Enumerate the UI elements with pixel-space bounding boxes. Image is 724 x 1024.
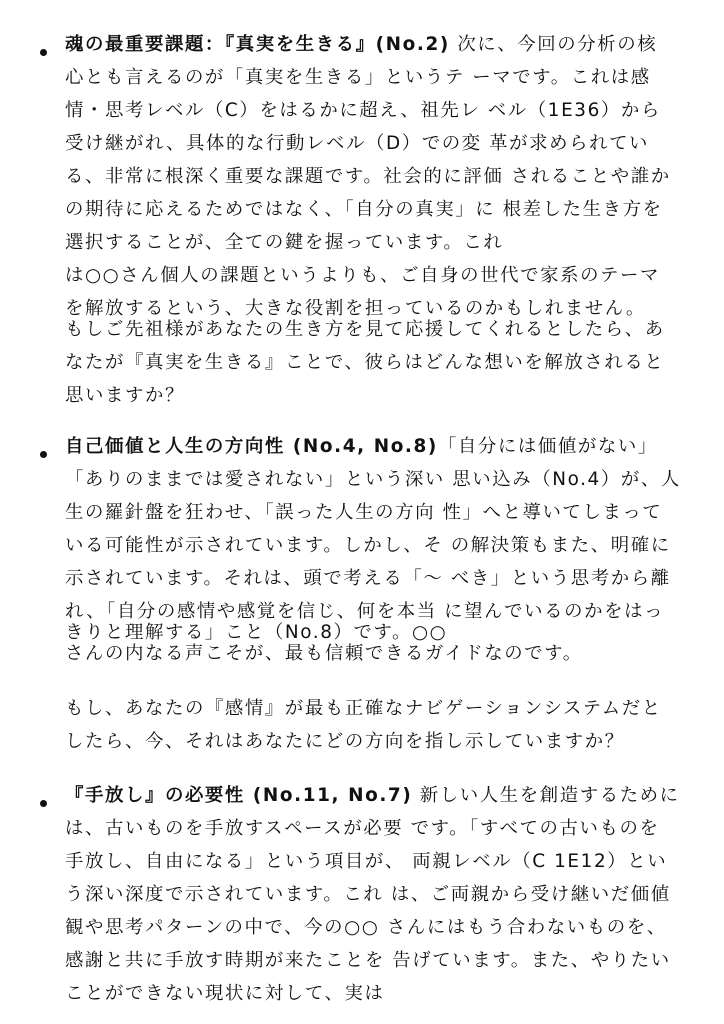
body-line: ことができない現状に対して、実は [65, 983, 385, 1004]
section-heading: 魂の最重要課題：『真実を生きる』(No.2) [65, 34, 450, 55]
reflection-question-line: 思いますか？ [65, 385, 185, 406]
body-line: いる可能性が示されています。しかし、そ の解決策もまた、明確に [65, 535, 671, 556]
body-line: は○○さん個人の課題というよりも、ご自身の世代で家系のテーマ [65, 265, 661, 286]
body-line: 手放し、自由になる」という項目が、 両親レベル（C 1E12）とい [65, 851, 668, 872]
bullet-icon [40, 451, 47, 458]
body-line: 『手放し』の必要性 (No.11, No.7) 新しい人生を創造するために [65, 785, 680, 806]
bullet-icon [40, 49, 47, 56]
body-line: 情・思考レベル（C）をはるかに超え、祖先レ ベル（1E36）から [65, 100, 661, 121]
body-line: 示されています。それは、頭で考える「～ べき」という思考から離 [65, 568, 671, 589]
body-line: れ、「自分の感情や感覚を信じ、何を本当 に望んでいるのかをはっ [65, 601, 665, 622]
section-heading: 『手放し』の必要性 (No.11, No.7) [65, 785, 413, 806]
body-line: の期待に応えるためではなく、「自分の真実」に 根差した生き方を [65, 199, 663, 220]
body-line: きりと理解する」こと（No.8）です。○○ [65, 622, 448, 643]
section-heading: 自己価値と人生の方向性 (No.4, No.8) [65, 436, 438, 457]
body-line: 心とも言えるのが「真実を生きる」というテ ーマです。これは感 [65, 67, 651, 88]
body-line: 自己価値と人生の方向性 (No.4, No.8)「自分には価値がない」 [65, 436, 658, 457]
body-line: を解放するという、大きな役割を担っているのかもしれません。 [65, 298, 646, 319]
body-line: 「ありのままでは愛されない」という深い 思い込み（No.4）が、人 [65, 469, 681, 490]
reflection-question-line: なたが『真実を生きる』ことで、彼らはどんな想いを解放されると [65, 352, 665, 373]
body-line: 受け継がれ、具体的な行動レベル（D）での変 革が求められてい [65, 133, 650, 154]
reflection-question-line: もし、あなたの『感情』が最も正確なナビゲーションシステムだと [65, 698, 662, 719]
body-line: る、非常に根深く重要な課題です。社会的に評価 されることや誰か [65, 166, 671, 187]
body-line: さんの内なる声こそが、最も信頼できるガイドなのです。 [65, 643, 583, 664]
bullet-icon [40, 800, 47, 807]
body-line: 選択することが、全ての鍵を握っています。これ [65, 232, 504, 253]
body-line: う深い深度で示されています。これ は、ご両親から受け継いだ価値 [65, 884, 671, 905]
body-line: 生の羅針盤を狂わせ、「誤った人生の方向 性」へと導いてしまって [65, 502, 663, 523]
body-line: 魂の最重要課題：『真実を生きる』(No.2) 次に、今回の分析の核 [65, 34, 658, 55]
body-line: 観や思考パターンの中で、今の○○ さんにはもう合わないものを、 [65, 917, 667, 938]
body-line: は、古いものを手放すスペースが必要 です。「すべての古いものを [65, 818, 660, 839]
reflection-question-line: したら、今、それはあなたにどの方向を指し示していますか？ [65, 731, 625, 752]
body-line: 感謝と共に手放す時期が来たことを 告げています。また、やりたい [65, 950, 671, 971]
reflection-question-line: もしご先祖様があなたの生き方を見て応援してくれるとしたら、あ [65, 319, 665, 340]
